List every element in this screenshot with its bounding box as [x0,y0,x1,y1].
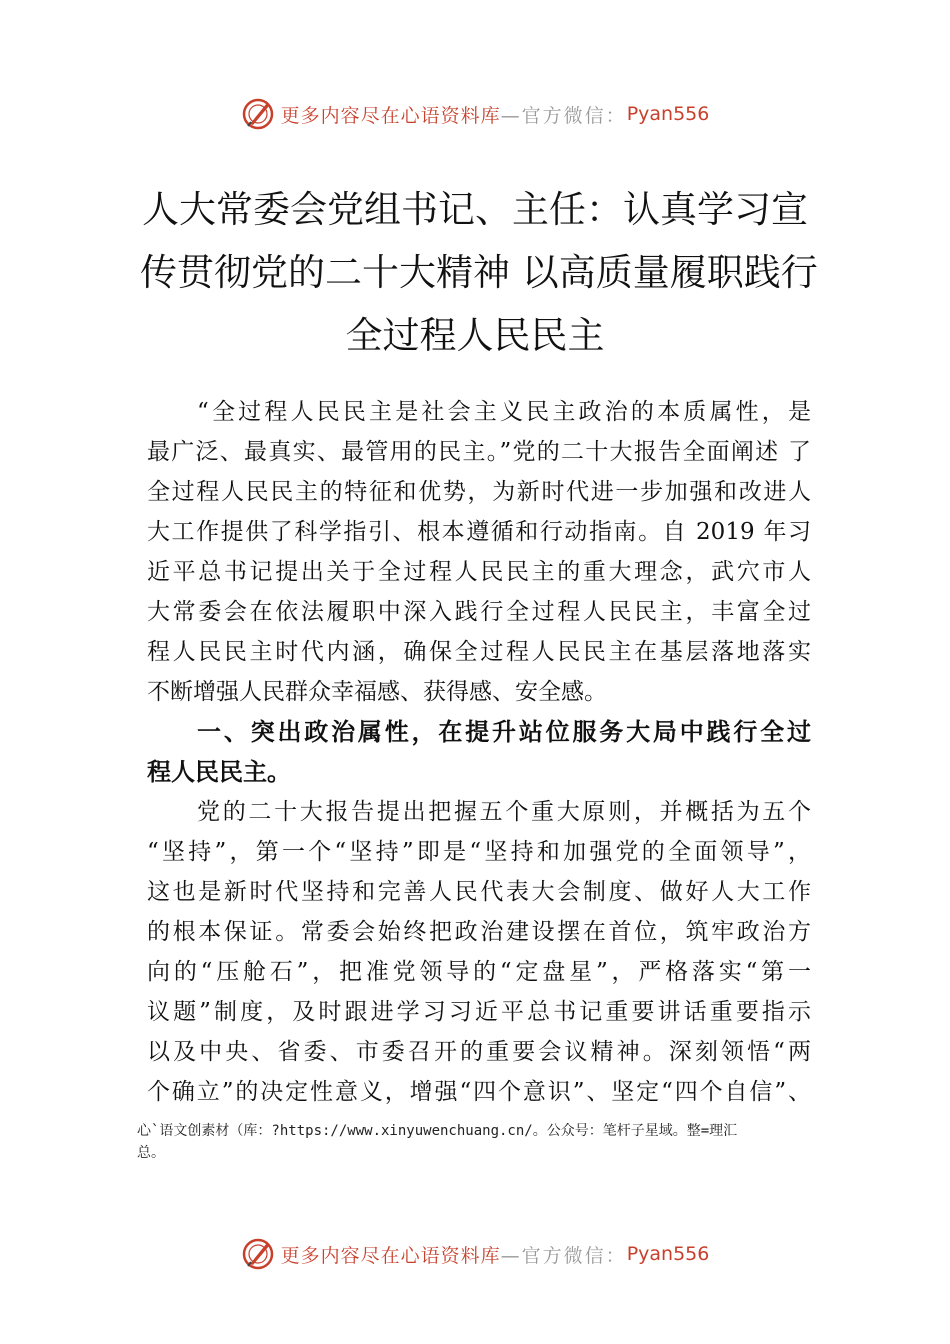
bottom-watermark-banner [0,1234,950,1274]
text-line: 向的“压舱石”，把准党领导的“定盘星”，严格落实“第一 [147,959,811,985]
document-body [147,392,811,1112]
text-line: 这也是新时代坚持和完善人民代表大会制度、做好人大工作 [147,879,811,905]
text-line: “全过程人民民主是社会主义民主政治的本质属性，是 [197,399,811,425]
banner-wechat-id: Pyan556 [626,103,710,125]
text-line: 最广泛、最真实、最管用的民主。”党的二十大报告全面阐述 了 [147,439,811,465]
source-footnote [137,1120,842,1164]
banner-separator: —官方微信： [500,104,627,127]
banner-text: 更多内容尽在心语资料库 [280,104,501,127]
quill-seal-logo-icon [241,97,275,131]
section-heading-1 [147,712,811,792]
title-line: 全过程人民民主 [345,314,605,357]
text-line: 党的二十大报告提出把握五个重大原则，并概括为五个 [197,799,811,825]
paragraph-2 [147,792,811,1112]
text-line: 以及中央、省委、市委召开的重要会议精神。深刻领悟“两 [147,1039,811,1065]
text-line: 大工作提供了科学指引、根本遵循和行动指南。自 2019 年习 [147,519,811,545]
text-line: “坚持”，第一个“坚持”即是“坚持和加强党的全面领导”， [147,839,811,865]
text-line: 大常委会在依法履职中深入践行全过程人民民主，丰富全过 [147,599,811,625]
title-line: 传贯彻党的二十大精神 以高质量履职践行 [140,251,818,294]
banner-separator: —官方微信： [500,1244,627,1267]
title-line: 人大常委会党组书记、主任：认真学习宣 [142,188,808,231]
text-line: 个确立”的决定性意义，增强“四个意识”、坚定“四个自信”、 [147,1079,811,1105]
text-line: 的根本保证。常委会始终把政治建设摆在首位，筑牢政治方 [147,919,811,945]
heading-line: 程人民民主。 [147,758,291,786]
quill-seal-logo-icon [241,1237,275,1271]
heading-line: 一、突出政治属性，在提升站位服务大局中践行全过 [197,718,811,746]
text-line: 不断增强人民群众幸福感、获得感、安全感。 [147,679,607,705]
top-watermark-banner [0,94,950,134]
document-title [140,178,818,367]
banner-wechat-id: Pyan556 [626,1243,710,1265]
paragraph-1 [147,392,811,712]
text-line: 全过程人民民主的特征和优势，为新时代进一步加强和改进人 [147,479,811,505]
text-line: 近平总书记提出关于全过程人民民主的重大理念，武穴市人 [147,559,811,585]
text-line: 程人民民主时代内涵，确保全过程人民民主在基层落地落实 [147,639,811,665]
banner-text: 更多内容尽在心语资料库 [280,1244,501,1267]
footnote-line: 心`语文创素材（库：?https://www.xinyuwenchuang.cn/。公众号：笔杆子星域。整=理汇 [137,1123,738,1139]
text-line: 议题”制度，及时跟进学习习近平总书记重要讲话重要指示 [147,999,811,1025]
footnote-line: 总。 [137,1145,165,1161]
